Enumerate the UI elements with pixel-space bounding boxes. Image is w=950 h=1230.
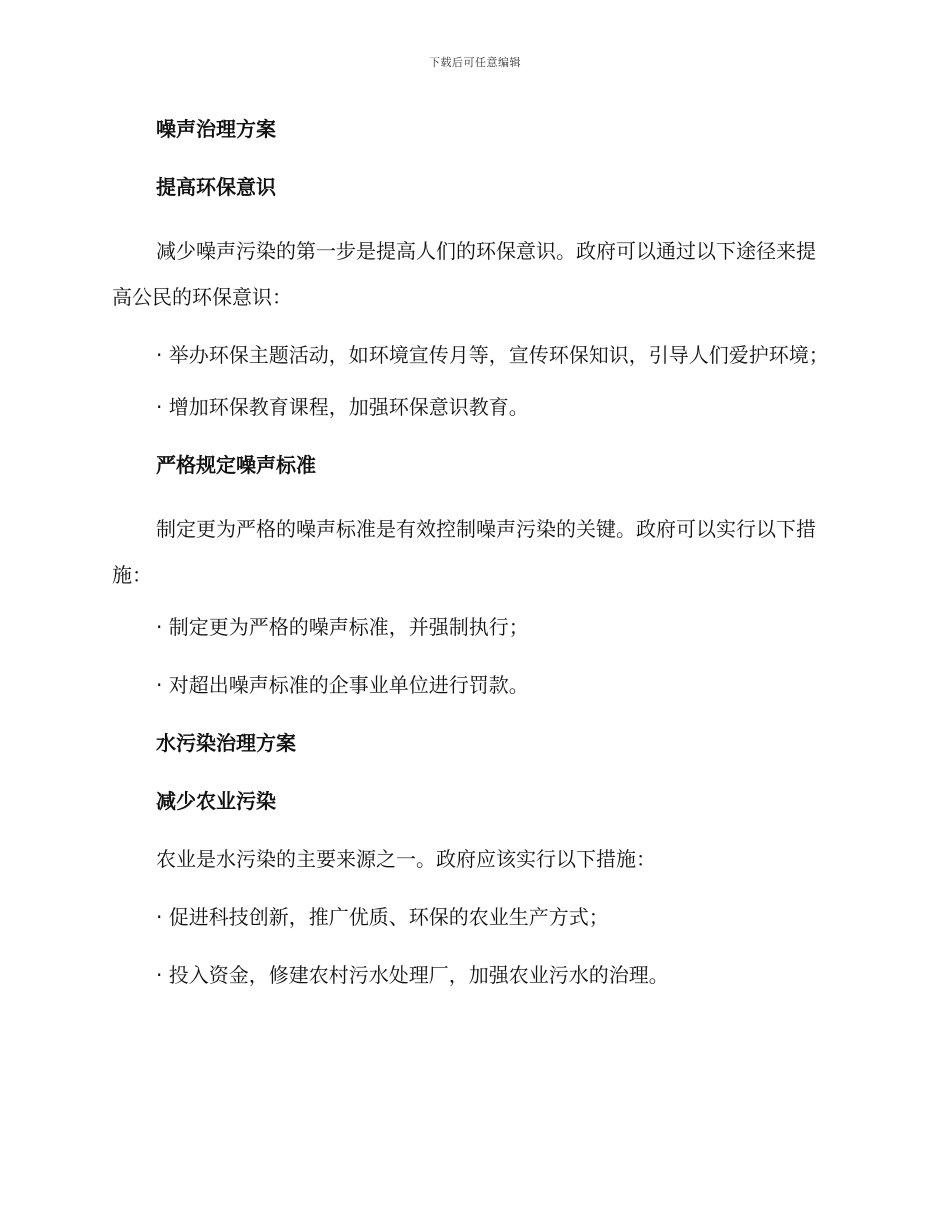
section-heading-water: 水污染治理方案 xyxy=(156,731,296,755)
bullet-noise-standards-enforce: · 制定更为严格的噪声标准，并强制执行； xyxy=(156,615,529,639)
bullet-agriculture-innovation: · 促进科技创新，推广优质、环保的农业生产方式； xyxy=(156,905,609,929)
subsection-heading-awareness: 提高环保意识 xyxy=(156,175,276,199)
paragraph-noise-standards-intro: 制定更为严格的噪声标准是有效控制噪声污染的关键。政府可以实行以下措施： xyxy=(112,517,816,587)
subsection-heading-agriculture: 减少农业污染 xyxy=(156,789,276,813)
bullet-awareness-activities: · 举办环保主题活动，如环境宣传月等，宣传环保知识，引导人们爱护环境； xyxy=(156,343,829,367)
paragraph-awareness-intro: 减少噪声污染的第一步是提高人们的环保意识。政府可以通过以下途径来提高公民的环保意识： xyxy=(112,239,816,309)
paragraph-agriculture-intro: 农业是水污染的主要来源之一。政府应该实行以下措施： xyxy=(156,847,656,871)
bullet-agriculture-treatment: · 投入资金，修建农村污水处理厂，加强农业污水的治理。 xyxy=(156,963,669,987)
subsection-heading-noise-standards: 严格规定噪声标准 xyxy=(156,453,316,477)
bullet-awareness-education: · 增加环保教育课程，加强环保意识教育。 xyxy=(156,395,529,419)
bullet-noise-standards-fines: · 对超出噪声标准的企事业单位进行罚款。 xyxy=(156,673,529,697)
section-heading-noise: 噪声治理方案 xyxy=(156,117,276,141)
document-body xyxy=(112,112,832,1016)
page-header-note: 下载后可任意编辑 xyxy=(429,56,521,69)
